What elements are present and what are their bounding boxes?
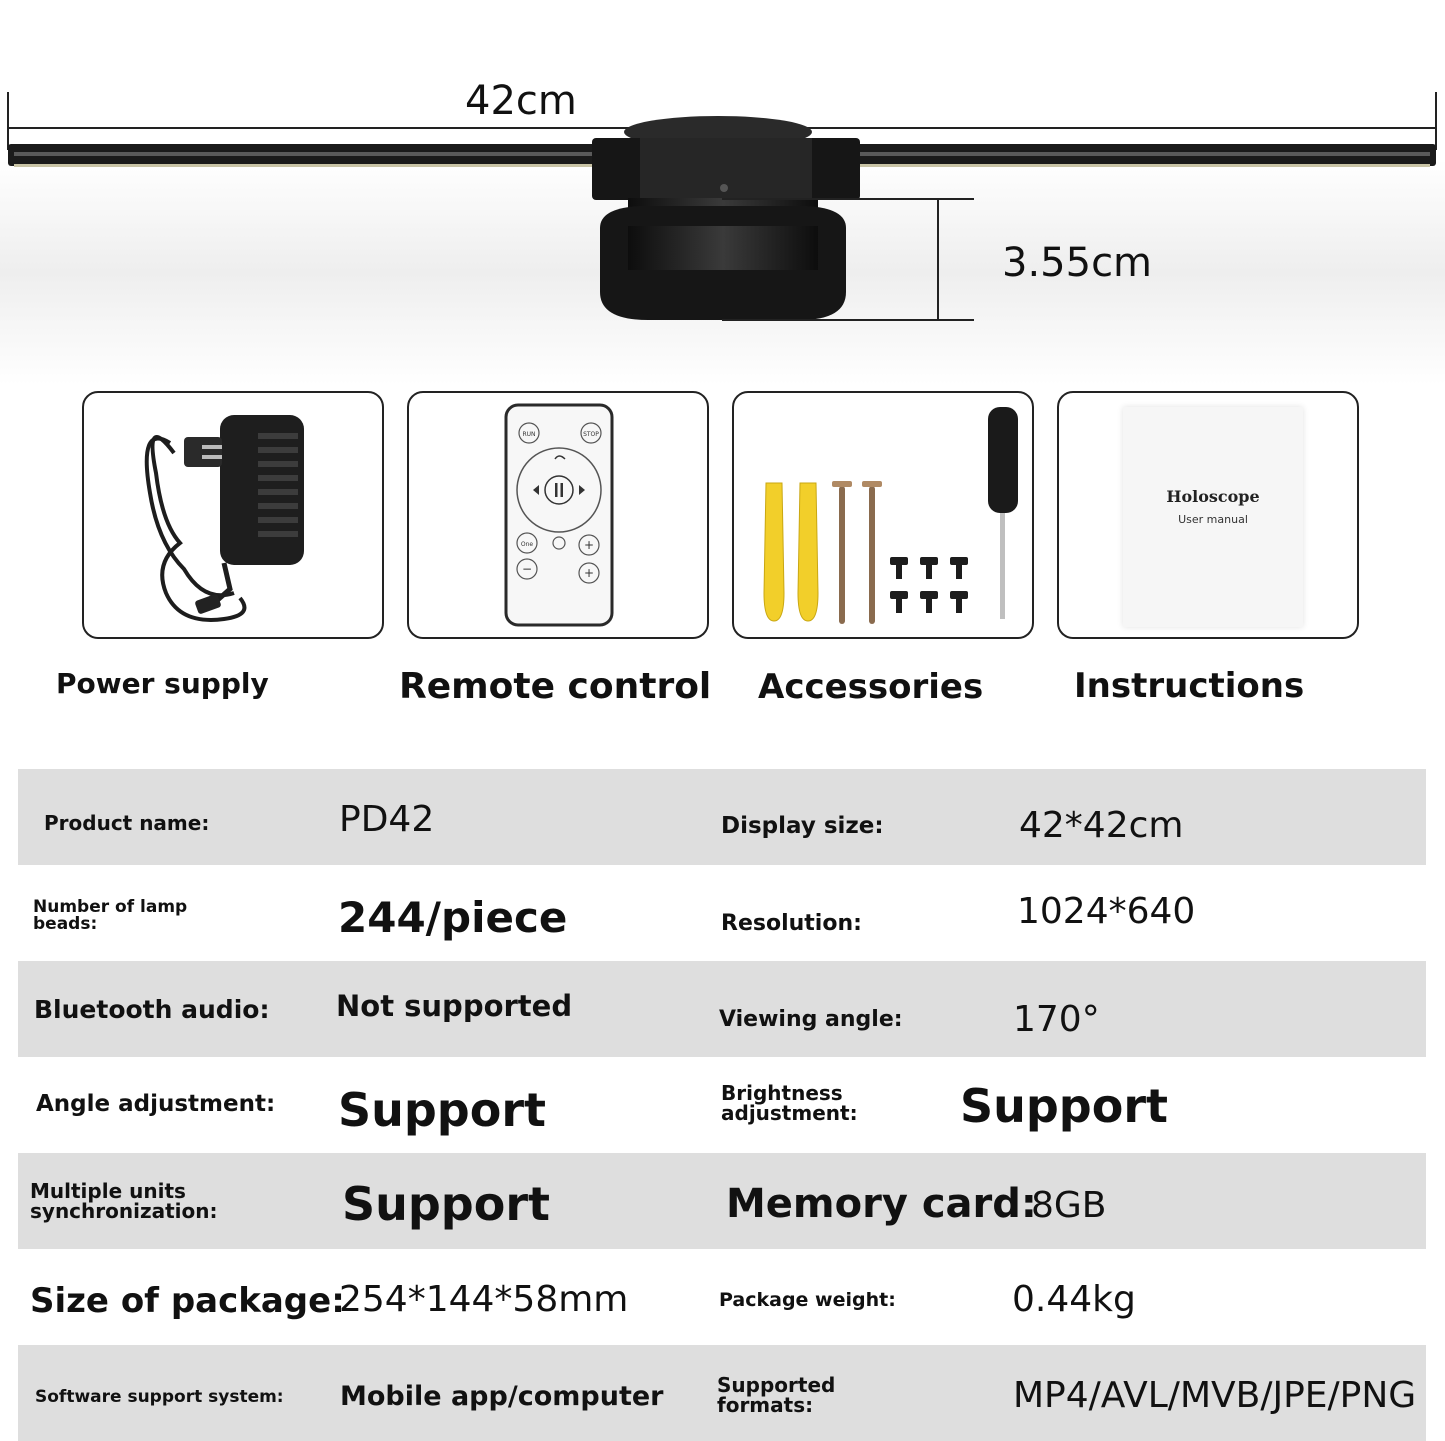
user-manual-image <box>1123 407 1303 627</box>
height-dimension: 3.55cm <box>1002 240 1153 286</box>
brightness-adjustment-value: Support <box>960 1079 1169 1133</box>
multi-sync-value: Support <box>342 1177 551 1231</box>
run-button-label: RUN <box>522 431 536 438</box>
manual-title: Holoscope <box>1166 487 1260 506</box>
accessories-label: Accessories <box>758 667 984 707</box>
spec-row <box>18 769 1426 865</box>
supported-formats-value: MP4/AVL/MVB/JPE/PNG <box>1013 1375 1417 1416</box>
spec-row <box>18 1057 1426 1153</box>
svg-text:−: − <box>521 562 533 576</box>
power-supply-card <box>82 391 384 639</box>
spec-row <box>18 865 1426 961</box>
width-dimension: 42cm <box>465 78 577 124</box>
spec-row <box>18 1249 1426 1345</box>
memory-card-value: 8GB <box>1031 1185 1107 1226</box>
memory-card-label: Memory card: <box>726 1181 1037 1227</box>
product-name-label: Product name: <box>44 811 210 835</box>
display-size-value: 42*42cm <box>1019 805 1184 846</box>
angle-adjustment-value: Support <box>338 1083 547 1137</box>
software-support-label: Software support system: <box>35 1387 284 1407</box>
stop-button-label: STOP <box>583 431 599 438</box>
manual-subtitle: User manual <box>1178 513 1248 526</box>
viewing-angle-value: 170° <box>1013 999 1100 1040</box>
svg-text:+: + <box>583 566 595 580</box>
package-size-label: Size of package: <box>30 1281 345 1321</box>
remote-control-label: Remote control <box>399 666 712 707</box>
accessories-image <box>734 393 1034 639</box>
viewing-angle-label: Viewing angle: <box>719 1007 903 1032</box>
package-weight-label: Package weight: <box>719 1289 896 1311</box>
spec-row <box>18 1153 1426 1249</box>
bluetooth-audio-label: Bluetooth audio: <box>34 995 270 1024</box>
lamp-beads-label: Number of lamp beads: <box>33 897 188 934</box>
resolution-value: 1024*640 <box>1017 891 1196 932</box>
remote-control-image <box>409 393 709 639</box>
instructions-label: Instructions <box>1074 666 1305 706</box>
svg-text:+: + <box>583 538 595 552</box>
package-weight-value: 0.44kg <box>1012 1279 1136 1320</box>
resolution-label: Resolution: <box>721 911 862 936</box>
accessories-card <box>732 391 1034 639</box>
bluetooth-audio-value: Not supported <box>336 989 573 1023</box>
power-supply-label: Power supply <box>56 667 269 700</box>
product-hero <box>0 0 1445 385</box>
power-adapter-image <box>84 393 384 639</box>
software-support-value: Mobile app/computer <box>340 1381 664 1412</box>
brightness-adjustment-label: Brightness adjustment: <box>721 1081 858 1125</box>
lamp-beads-value: 244/piece <box>338 893 568 942</box>
instructions-card <box>1057 391 1359 639</box>
multi-sync-label: Multiple units synchronization: <box>30 1179 218 1223</box>
angle-adjustment-label: Angle adjustment: <box>36 1091 276 1117</box>
supported-formats-label: Supported formats: <box>717 1373 836 1417</box>
hologram-fan-image <box>0 0 1445 385</box>
spec-row <box>18 961 1426 1057</box>
display-size-label: Display size: <box>721 813 884 839</box>
one-button-label: One <box>520 541 534 548</box>
spec-row <box>18 1345 1426 1441</box>
remote-control-card <box>407 391 709 639</box>
product-name-value: PD42 <box>339 799 435 840</box>
package-size-value: 254*144*58mm <box>339 1279 629 1320</box>
